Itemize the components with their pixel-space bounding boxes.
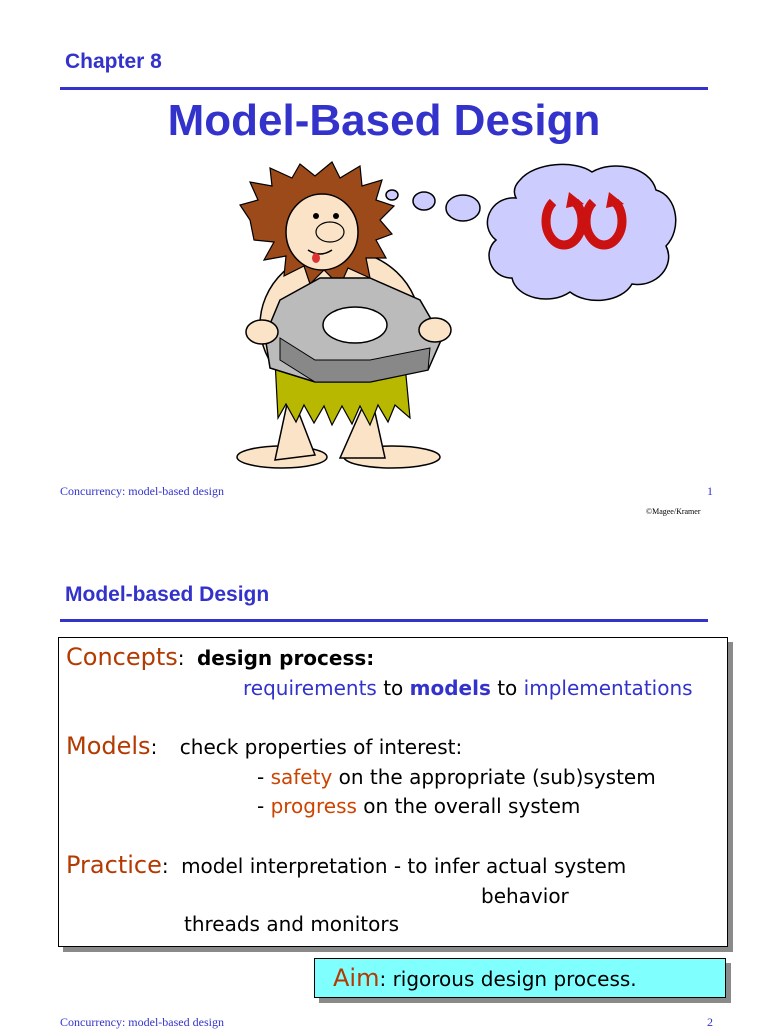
- practice-label: Practice: [66, 851, 162, 879]
- slide-title: Model-Based Design: [167, 96, 601, 145]
- concepts-label: Concepts: [66, 643, 178, 671]
- footer-page: 1: [707, 484, 713, 498]
- slide-heading: Model-based Design: [65, 583, 270, 606]
- heading-divider: [60, 619, 708, 622]
- footer-left: Concurrency: model-based design: [60, 484, 224, 498]
- practice-text3: threads and monitors: [184, 912, 399, 936]
- footer-page-2: 2: [707, 1015, 713, 1029]
- concepts-text: design process:: [196, 646, 375, 670]
- aim-text: : rigorous design process.: [379, 967, 637, 991]
- practice-text: model interpretation - to infer actual system: [181, 854, 627, 878]
- title-divider: [60, 87, 708, 90]
- aim-row: [333, 964, 637, 992]
- aim-label: Aim: [333, 964, 380, 992]
- copyright: ©Magee/Kramer: [646, 507, 701, 516]
- chapter-label: Chapter 8: [65, 50, 162, 73]
- models-row: Models: check properties of interest:: [66, 732, 463, 760]
- concepts-row: Concepts: design process:: [66, 643, 375, 671]
- practice-text2: behavior: [481, 884, 569, 908]
- caveman-illustration: [220, 160, 690, 480]
- footer-left-2: Concurrency: model-based design: [60, 1015, 224, 1029]
- models-item-progress: - progress on the overall system: [257, 794, 581, 818]
- models-label: Models: [66, 732, 151, 760]
- concepts-line2: requirements to models to implementations: [243, 676, 693, 700]
- models-item-safety: - safety on the appropriate (sub)system: [257, 765, 656, 789]
- practice-row: Practice: model interpretation - to infer actual system: [66, 851, 627, 879]
- models-text: check properties of interest:: [179, 735, 463, 759]
